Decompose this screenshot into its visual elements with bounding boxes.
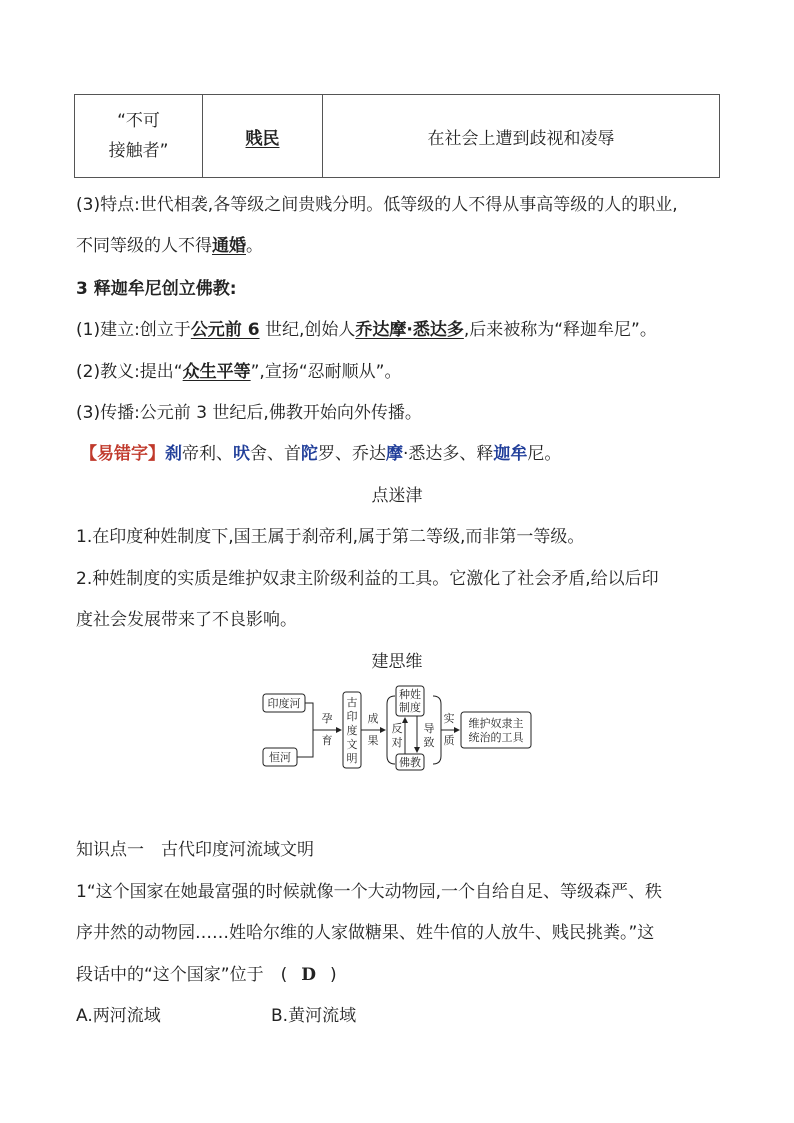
question1-text: 段话中的“这个国家”位于 (	[76, 965, 288, 985]
features-line1: (3)特点:世代相袭,各等级之间贵贱分明。低等级的人不得从事高等级的人的职业,	[76, 195, 678, 215]
oppose-label-1: 反	[391, 722, 403, 735]
mindmap-title: 建思维	[371, 652, 423, 672]
founding-answer-date: 公元前 6	[190, 320, 260, 340]
caste-name-line1: “不可	[117, 111, 160, 131]
typo-text: 帝利、	[182, 444, 233, 464]
civ-char: 明	[346, 752, 358, 765]
question1-line3	[76, 960, 337, 985]
tips-item2-line2: 度社会发展带来了不良影响。	[76, 610, 297, 630]
doctrine-answer: 众生平等	[182, 362, 251, 382]
caste-label-2: 制度	[399, 701, 421, 714]
typo-text: 尼。	[527, 444, 562, 464]
founding-text-a: (1)建立:创立于	[76, 320, 191, 340]
buddhism-label: 佛教	[399, 756, 421, 769]
typo-char: 陀	[301, 444, 318, 464]
question1-close: )	[330, 965, 337, 985]
typo-text: 罗、乔达	[318, 444, 386, 464]
option-a: A.两河流域	[76, 1006, 161, 1026]
founding-text-c: 世纪,创始人	[264, 320, 356, 340]
tips-title: 点迷津	[371, 486, 423, 506]
lead-label-1: 导	[423, 722, 435, 735]
essence-label-1: 实	[443, 712, 455, 725]
founding-text-e: ,后来被称为“释迦牟尼”。	[463, 320, 657, 340]
table-row	[75, 95, 720, 178]
typo-char: 摩	[386, 444, 403, 464]
typo-text: ·悉达多、释	[403, 444, 494, 464]
buddhism-doctrine	[76, 357, 401, 382]
features-text: 不同等级的人不得	[76, 236, 212, 256]
nurture-label-2: 育	[321, 734, 333, 747]
typo-char: 刹	[165, 444, 182, 464]
tips-item2-line1: 2.种姓制度的实质是维护奴隶主阶级利益的工具。它激化了社会矛盾,给以后印	[76, 569, 659, 589]
caste-category-cell: 贱民	[203, 95, 323, 178]
question1-answer: D	[301, 965, 316, 985]
question1-line1: 1“这个国家在她最富强的时候就像一个大动物园,一个自给自足、等级森严、秩	[76, 882, 663, 902]
nurture-label-1: 孕	[321, 712, 333, 725]
question1-line2: 序井然的动物园……姓哈尔维的人家做糖果、姓牛倌的人放牛、贱民挑粪。”这	[76, 923, 655, 943]
civ-char: 度	[346, 724, 358, 737]
founding-answer-founder: 乔达摩·悉达多	[355, 320, 464, 340]
features-answer: 通婚	[212, 236, 246, 256]
doctrine-text-c: ”,宣扬“忍耐顺从”。	[250, 362, 402, 382]
typo-label: 【易错字】	[80, 444, 165, 464]
ganges-label: 恒河	[269, 751, 291, 764]
typo-line	[80, 439, 561, 464]
caste-status-cell: 在社会上遭到歧视和凌辱	[323, 95, 720, 178]
typo-char: 吠	[233, 444, 250, 464]
tool-label-1: 维护奴隶主	[468, 717, 524, 730]
buddhism-spread: (3)传播:公元前 3 世纪后,佛教开始向外传播。	[76, 403, 422, 423]
civ-char: 文	[346, 738, 358, 751]
mindmap-diagram	[255, 684, 545, 776]
oppose-label-2: 对	[391, 736, 403, 749]
lead-label-2: 致	[423, 736, 435, 749]
caste-name-cell	[75, 95, 203, 178]
civ-char: 古	[346, 696, 358, 709]
doctrine-text-a: (2)教义:提出“	[76, 362, 183, 382]
option-b: B.黄河流域	[271, 1006, 357, 1026]
features-period: 。	[246, 236, 263, 256]
exercise-section: 知识点一 古代印度河流域文明	[76, 840, 314, 860]
caste-table	[74, 94, 720, 178]
buddhism-heading: 3 释迦牟尼创立佛教:	[76, 279, 237, 299]
tips-item1: 1.在印度种姓制度下,国王属于刹帝利,属于第二等级,而非第一等级。	[76, 527, 585, 547]
typo-char: 迦牟	[493, 444, 528, 464]
features-line2	[76, 231, 263, 256]
caste-label-1: 种姓	[399, 688, 421, 701]
result-label-2: 果	[367, 734, 379, 747]
result-label-1: 成	[367, 712, 379, 725]
indus-label: 印度河	[267, 697, 301, 710]
typo-text: 舍、首	[250, 444, 301, 464]
essence-label-2: 质	[443, 734, 455, 747]
caste-name-line2: 接触者”	[108, 141, 169, 161]
buddhism-founding	[76, 315, 657, 340]
civ-char: 印	[346, 710, 358, 723]
tool-label-2: 统治的工具	[468, 731, 524, 744]
